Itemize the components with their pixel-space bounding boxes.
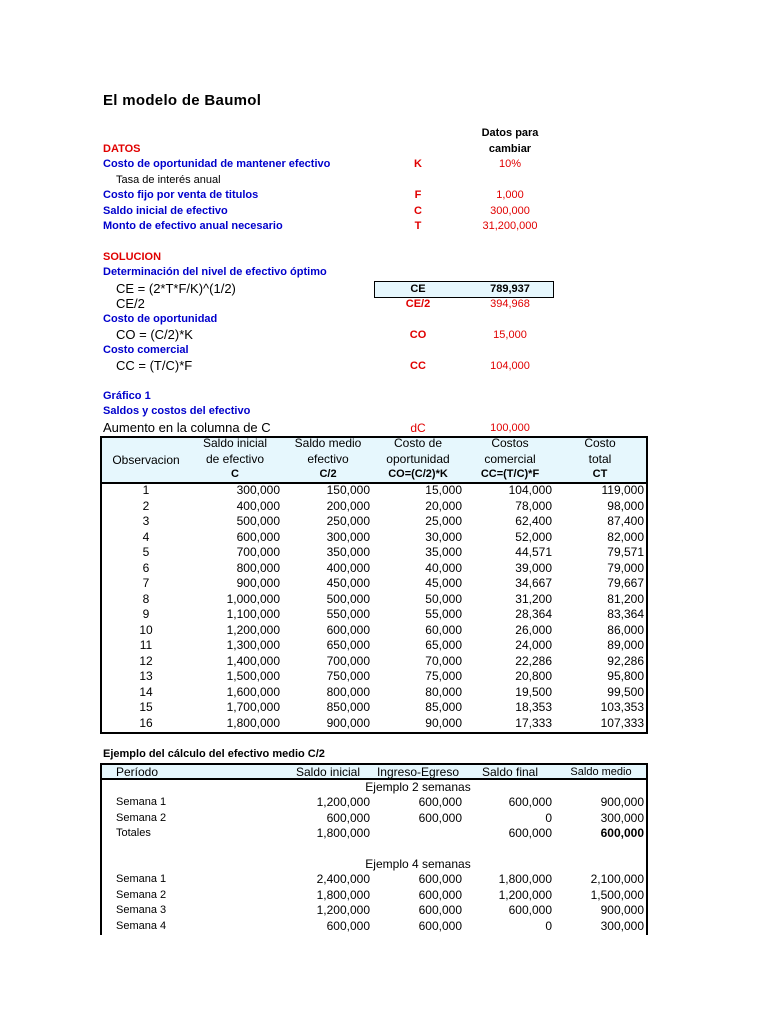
t2ex2-cell-col2: 600,000 xyxy=(418,872,462,886)
t1-cell-col1: 400,000 xyxy=(236,498,280,513)
t1-cell-col3: 75,000 xyxy=(425,669,462,683)
t1-cell-col3: 85,000 xyxy=(425,700,462,714)
page-title: El modelo de Baumol xyxy=(103,92,262,109)
t2ex1-cell-col3: 600,000 xyxy=(508,795,552,809)
t1-cell-col1: 1,700,000 xyxy=(226,700,280,714)
t1-cell-col4: 22,286 xyxy=(515,653,552,668)
t1-header-c1b: de efectivo xyxy=(205,452,265,466)
dc-val: 100,000 xyxy=(490,422,530,434)
table-row xyxy=(100,888,648,904)
t1-cell-col5: 82,000 xyxy=(607,529,644,544)
t1-cell-col4: 26,000 xyxy=(515,622,552,637)
t1-cell-col5: 86,000 xyxy=(607,622,644,637)
t2-header-saldo-inicial: Saldo inicial xyxy=(295,765,361,779)
t1-cell-col1: 800,000 xyxy=(236,560,280,575)
table-row xyxy=(100,483,648,499)
t1-cell-col2: 800,000 xyxy=(326,684,370,699)
t2-ex1-title: Ejemplo 2 semanas xyxy=(365,780,471,794)
t1-cell-col5: 119,000 xyxy=(601,483,644,497)
t1-cell-col2: 850,000 xyxy=(326,700,370,714)
t1-cell-col3: 55,000 xyxy=(425,607,462,621)
t1-cell-col5: 89,000 xyxy=(607,638,644,652)
t1-cell-col0: 7 xyxy=(142,576,150,590)
t1-cell-col0: 1 xyxy=(142,483,150,497)
t1-cell-col3: 90,000 xyxy=(425,715,462,730)
table-row xyxy=(100,872,648,888)
t1-cell-col4: 24,000 xyxy=(515,638,552,652)
t1-cell-col0: 13 xyxy=(139,669,153,683)
t2ex2-cell-col3: 0 xyxy=(545,918,552,933)
t1-header-c3c: CO=(C/2)*K xyxy=(388,468,448,480)
t1-cell-col4: 31,200 xyxy=(515,591,552,606)
t2-header-bg xyxy=(100,765,648,779)
t2-header-saldo-final: Saldo final xyxy=(481,765,539,779)
table-row xyxy=(100,685,648,701)
t2ex2-cell-col2: 600,000 xyxy=(418,887,462,902)
datos-label-f: Costo fijo por venta de titulos xyxy=(103,189,259,201)
t1-cell-col3: 65,000 xyxy=(425,638,462,652)
t1-cell-col0: 9 xyxy=(142,607,150,621)
t1-cell-col2: 700,000 xyxy=(326,653,370,668)
co-val: 15,000 xyxy=(493,329,527,341)
t1-cell-col4: 62,400 xyxy=(515,514,552,528)
t2ex1-cell-col2: 600,000 xyxy=(418,810,462,825)
t1-header-c5: Costo xyxy=(584,436,616,450)
table-row xyxy=(100,700,648,716)
datos-heading: DATOS xyxy=(103,143,141,155)
table-row xyxy=(100,903,648,919)
table-row xyxy=(100,919,648,935)
t1-cell-col0: 12 xyxy=(139,653,153,668)
datos-val-c: 300,000 xyxy=(490,205,530,217)
t1-cell-col1: 700,000 xyxy=(236,545,280,559)
t1-cell-col5: 81,200 xyxy=(607,591,644,606)
t1-cell-col2: 600,000 xyxy=(326,622,370,637)
table-row xyxy=(100,561,648,577)
table-row xyxy=(100,826,648,842)
t2ex2-cell-col1: 1,800,000 xyxy=(316,887,370,902)
cc-formula: CC = (T/C)*F xyxy=(116,358,193,373)
co-sym: CO xyxy=(409,329,427,341)
t2ex2-cell-col3: 600,000 xyxy=(508,903,552,917)
t2ex2-cell-col1: 600,000 xyxy=(326,918,370,933)
t1-cell-col1: 600,000 xyxy=(236,529,280,544)
t1-cell-col4: 52,000 xyxy=(515,529,552,544)
t2ex1-cell-col4: 600,000 xyxy=(600,826,644,840)
t1-cell-col1: 1,800,000 xyxy=(226,715,280,730)
table-row xyxy=(100,623,648,639)
t1-cell-col4: 44,571 xyxy=(515,545,552,559)
t1-cell-col5: 103,353 xyxy=(600,700,644,714)
t1-cell-col3: 15,000 xyxy=(425,483,462,497)
t2ex1-cell-col1: 1,200,000 xyxy=(316,795,370,809)
t1-cell-col4: 18,353 xyxy=(515,700,552,714)
t2ex2-cell-col3: 1,800,000 xyxy=(498,872,552,886)
t1-cell-col2: 550,000 xyxy=(326,607,370,621)
t1-header-c1c: C xyxy=(231,468,239,480)
t2-header-periodo: Período xyxy=(116,765,159,779)
t1-cell-col2: 350,000 xyxy=(326,545,370,559)
t2ex1-cell-col0: Semana 1 xyxy=(116,796,167,808)
t1-header-c2b: efectivo xyxy=(307,452,349,466)
t1-cell-col0: 10 xyxy=(139,622,153,637)
table-row xyxy=(100,669,648,685)
t2ex1-cell-col1: 1,800,000 xyxy=(316,826,370,840)
solucion-det-label: Determinación del nivel de efectivo óptimo xyxy=(103,266,327,278)
t1-cell-col2: 400,000 xyxy=(326,560,370,575)
t2ex1-cell-col1: 600,000 xyxy=(326,810,370,825)
ce2-sym: CE/2 xyxy=(405,298,431,310)
t1-cell-col2: 150,000 xyxy=(326,483,370,497)
datos-label-t: Monto de efectivo anual necesario xyxy=(103,220,283,232)
t2ex1-cell-col2: 600,000 xyxy=(418,795,462,809)
co-formula: CO = (C/2)*K xyxy=(116,327,193,342)
t1-cell-col0: 8 xyxy=(142,591,150,606)
datos-sym-f: F xyxy=(414,189,422,201)
t1-cell-col5: 87,400 xyxy=(607,514,644,528)
t1-cell-col3: 60,000 xyxy=(425,622,462,637)
datos-col-header-2: cambiar xyxy=(488,143,532,155)
t1-cell-col2: 650,000 xyxy=(326,638,370,652)
ce-formula: CE = (2*T*F/K)^(1/2) xyxy=(116,281,236,296)
t2-header-ingreso: Ingreso-Egreso xyxy=(376,765,460,779)
t1-cell-col3: 25,000 xyxy=(425,514,462,528)
table-row xyxy=(100,592,648,608)
t1-cell-col0: 16 xyxy=(139,715,153,730)
t2ex2-cell-col0: Semana 2 xyxy=(116,888,167,901)
t1-cell-col2: 450,000 xyxy=(326,576,370,590)
table-row xyxy=(100,576,648,592)
table-row xyxy=(100,654,648,670)
t1-header-c5c: CT xyxy=(592,468,608,480)
ce2-val: 394,968 xyxy=(490,298,530,310)
t1-header-c4: Costos xyxy=(491,436,529,450)
t1-cell-col3: 70,000 xyxy=(425,653,462,668)
t1-cell-col5: 79,571 xyxy=(607,545,644,559)
co-label: Costo de oportunidad xyxy=(103,313,218,325)
table-row xyxy=(100,499,648,515)
dc-sym: dC xyxy=(410,421,426,435)
ce-val: 789,937 xyxy=(490,283,530,295)
t1-cell-col2: 200,000 xyxy=(326,498,370,513)
t1-cell-col3: 30,000 xyxy=(425,529,462,544)
t1-cell-col0: 4 xyxy=(142,529,150,544)
datos-val-t: 31,200,000 xyxy=(482,220,538,232)
t1-header-c2c: C/2 xyxy=(319,468,337,480)
t1-cell-col4: 28,364 xyxy=(515,607,552,621)
t1-cell-col2: 500,000 xyxy=(326,591,370,606)
t2ex2-cell-col2: 600,000 xyxy=(418,903,462,917)
t2ex2-cell-col0: Semana 1 xyxy=(116,873,167,885)
t1-cell-col0: 6 xyxy=(142,560,150,575)
t1-cell-col2: 300,000 xyxy=(326,529,370,544)
t1-cell-col4: 19,500 xyxy=(515,684,552,699)
t1-cell-col0: 14 xyxy=(139,684,153,699)
datos-label-c: Saldo inicial de efectivo xyxy=(103,205,228,217)
t2ex2-cell-col0: Semana 3 xyxy=(116,904,167,916)
t1-cell-col5: 95,800 xyxy=(607,669,644,683)
cc-sym: CC xyxy=(410,360,426,372)
t1-cell-col3: 50,000 xyxy=(425,591,462,606)
t1-cell-col1: 1,100,000 xyxy=(226,607,280,621)
t1-cell-col4: 17,333 xyxy=(515,715,552,730)
table-row xyxy=(100,638,648,654)
t1-cell-col3: 20,000 xyxy=(425,498,462,513)
t1-cell-col1: 300,000 xyxy=(236,483,280,497)
table-row xyxy=(100,514,648,530)
t1-header-c3b: oportunidad xyxy=(386,452,450,466)
t1-cell-col1: 500,000 xyxy=(236,514,280,528)
t2ex2-cell-col1: 1,200,000 xyxy=(316,903,370,917)
solucion-heading: SOLUCION xyxy=(103,251,162,263)
t1-cell-col2: 750,000 xyxy=(326,669,370,683)
t2ex1-cell-col3: 0 xyxy=(545,810,552,825)
t2ex1-cell-col4: 300,000 xyxy=(600,810,644,825)
table-costs-header xyxy=(100,436,648,484)
t1-cell-col5: 99,500 xyxy=(607,684,644,699)
t1-cell-col5: 107,333 xyxy=(600,715,644,730)
t1-cell-col5: 83,364 xyxy=(607,607,644,621)
table-row xyxy=(100,795,648,811)
datos-label-k: Costo de oportunidad de mantener efectivo xyxy=(103,158,331,170)
aumento-label: Aumento en la columna de C xyxy=(103,420,271,435)
t2ex1-cell-col4: 900,000 xyxy=(600,795,644,809)
t1-cell-col3: 40,000 xyxy=(425,560,462,575)
t1-cell-col4: 78,000 xyxy=(515,498,552,513)
table-row xyxy=(100,530,648,546)
grafico-title: Gráfico 1 xyxy=(103,390,151,402)
t1-cell-col0: 5 xyxy=(142,545,150,559)
t1-cell-col4: 104,000 xyxy=(508,483,552,497)
t1-cell-col5: 92,286 xyxy=(607,653,644,668)
t1-cell-col0: 15 xyxy=(139,700,153,714)
t1-cell-col3: 80,000 xyxy=(425,684,462,699)
t1-cell-col1: 1,500,000 xyxy=(226,669,280,683)
table-row xyxy=(100,607,648,623)
t1-header-c4b: comercial xyxy=(484,452,536,466)
t2ex2-cell-col0: Semana 4 xyxy=(116,919,167,932)
grafico-subtitle: Saldos y costos del efectivo xyxy=(103,405,251,417)
t1-header-c1: Saldo inicial xyxy=(202,436,268,450)
t1-cell-col5: 79,667 xyxy=(607,576,644,590)
t2-header-saldo-medio: Saldo medio xyxy=(570,766,632,778)
t1-cell-col4: 20,800 xyxy=(515,669,552,683)
cc-label: Costo comercial xyxy=(103,344,189,356)
t1-cell-col0: 2 xyxy=(142,498,150,513)
t2ex1-cell-col0: Semana 2 xyxy=(116,811,167,824)
t1-cell-col0: 3 xyxy=(142,514,150,528)
t2ex2-cell-col4: 900,000 xyxy=(600,903,644,917)
t2-title: Ejemplo del cálculo del efectivo medio C/2 xyxy=(103,748,325,760)
ce-sym: CE xyxy=(410,283,426,295)
t2ex2-cell-col3: 1,200,000 xyxy=(498,887,552,902)
t1-cell-col0: 11 xyxy=(139,638,153,652)
table-row xyxy=(100,811,648,827)
t1-cell-col5: 98,000 xyxy=(607,498,644,513)
t1-header-c4c: CC=(T/C)*F xyxy=(480,468,540,480)
t1-cell-col1: 1,300,000 xyxy=(226,638,280,652)
datos-col-header-1: Datos para xyxy=(481,127,539,139)
datos-label-tasa: Tasa de interés anual xyxy=(116,174,221,186)
t1-cell-col1: 900,000 xyxy=(236,576,280,590)
datos-sym-k: K xyxy=(414,158,422,170)
t1-cell-col4: 34,667 xyxy=(515,576,552,590)
t2ex2-cell-col1: 2,400,000 xyxy=(316,872,370,886)
t1-cell-col1: 1,000,000 xyxy=(226,591,280,606)
datos-sym-t: T xyxy=(414,220,422,232)
t2ex2-cell-col2: 600,000 xyxy=(418,918,462,933)
t1-cell-col1: 1,200,000 xyxy=(226,622,280,637)
t1-cell-col5: 79,000 xyxy=(607,560,644,575)
t1-cell-col4: 39,000 xyxy=(515,560,552,575)
t2ex2-cell-col4: 300,000 xyxy=(600,918,644,933)
t1-cell-col3: 45,000 xyxy=(425,576,462,590)
t1-header-c5b: total xyxy=(588,452,612,466)
t1-cell-col2: 900,000 xyxy=(326,715,370,730)
ce2-formula: CE/2 xyxy=(116,296,145,311)
table-row xyxy=(100,545,648,561)
t2ex1-cell-col0: Totales xyxy=(116,827,151,839)
t2ex2-cell-col4: 1,500,000 xyxy=(590,887,644,902)
datos-sym-c: C xyxy=(414,205,422,217)
t2ex1-cell-col3: 600,000 xyxy=(508,826,552,840)
cc-val: 104,000 xyxy=(490,360,530,372)
t2ex2-cell-col4: 2,100,000 xyxy=(590,872,644,886)
t1-cell-col3: 35,000 xyxy=(425,545,462,559)
t1-header-c2: Saldo medio xyxy=(294,436,362,450)
t1-cell-col1: 1,600,000 xyxy=(226,684,280,699)
t1-header-c3: Costo de xyxy=(393,436,443,450)
datos-val-f: 1,000 xyxy=(496,189,524,201)
t1-header-obs: Observacion xyxy=(112,453,180,467)
t1-cell-col1: 1,400,000 xyxy=(226,653,280,668)
table-row xyxy=(100,716,648,732)
datos-val-k: 10% xyxy=(498,158,522,170)
t1-cell-col2: 250,000 xyxy=(326,514,370,528)
t2-ex2-title: Ejemplo 4 semanas xyxy=(365,857,471,871)
